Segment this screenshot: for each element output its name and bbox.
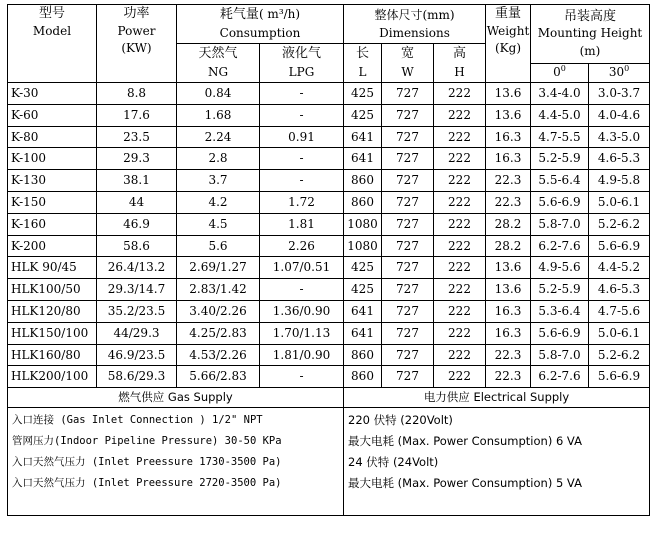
table-row xyxy=(8,83,650,105)
gas-supply-title: 燃气供应 Gas Supply xyxy=(8,388,344,408)
value-cell: - xyxy=(260,104,344,126)
value-cell: - xyxy=(260,366,344,388)
value-cell: 222 xyxy=(434,257,486,279)
value-cell: 727 xyxy=(382,279,434,301)
value-cell: 22.3 xyxy=(486,191,531,213)
gas-line-1: 入口连接 (Gas Inlet Connection ) 1/2" NPT xyxy=(12,414,263,427)
value-cell: 4.53/2.26 xyxy=(177,344,260,366)
value-cell: 16.3 xyxy=(486,300,531,322)
value-cell: 727 xyxy=(382,83,434,105)
value-cell: 222 xyxy=(434,191,486,213)
value-cell: 23.5 xyxy=(97,126,177,148)
value-cell: 5.2-5.9 xyxy=(531,279,589,301)
header-w-en: W xyxy=(382,63,434,83)
value-cell: 58.6/29.3 xyxy=(97,366,177,388)
value-cell: 222 xyxy=(434,344,486,366)
value-cell: 222 xyxy=(434,170,486,192)
value-cell: 4.6-5.3 xyxy=(589,279,650,301)
value-cell: 3.4-4.0 xyxy=(531,83,589,105)
model-cell: K-100 xyxy=(8,148,97,170)
value-cell: 0.84 xyxy=(177,83,260,105)
value-cell: 29.3 xyxy=(97,148,177,170)
value-cell: 222 xyxy=(434,126,486,148)
value-cell: 46.9/23.5 xyxy=(97,344,177,366)
value-cell: - xyxy=(260,279,344,301)
model-cell: HLK150/100 xyxy=(8,322,97,344)
value-cell: 425 xyxy=(344,83,382,105)
value-cell: 727 xyxy=(382,191,434,213)
header-consumption: 耗气量( m³/h) Consumption xyxy=(177,5,344,44)
model-cell: HLK200/100 xyxy=(8,366,97,388)
value-cell: 4.7-5.5 xyxy=(531,126,589,148)
table-row xyxy=(8,170,650,192)
table-row xyxy=(8,322,650,344)
value-cell: 2.26 xyxy=(260,235,344,257)
model-cell: K-60 xyxy=(8,104,97,126)
table-row xyxy=(8,366,650,388)
value-cell: 3.40/2.26 xyxy=(177,300,260,322)
value-cell: 860 xyxy=(344,170,382,192)
elec-line-2: 最大电耗 (Max. Power Consumption) 6 VA xyxy=(348,434,582,449)
value-cell: 425 xyxy=(344,104,382,126)
value-cell: 26.4/13.2 xyxy=(97,257,177,279)
value-cell: 5.2-6.2 xyxy=(589,213,650,235)
value-cell: 641 xyxy=(344,126,382,148)
value-cell: 5.5-6.4 xyxy=(531,170,589,192)
value-cell: 4.7-5.6 xyxy=(589,300,650,322)
value-cell: 28.2 xyxy=(486,213,531,235)
value-cell: 727 xyxy=(382,170,434,192)
header-l-zh: 长 xyxy=(344,44,382,64)
value-cell: 222 xyxy=(434,279,486,301)
value-cell: 425 xyxy=(344,279,382,301)
value-cell: 13.6 xyxy=(486,279,531,301)
value-cell: 4.9-5.6 xyxy=(531,257,589,279)
value-cell: 38.1 xyxy=(97,170,177,192)
value-cell: 3.7 xyxy=(177,170,260,192)
value-cell: 727 xyxy=(382,126,434,148)
value-cell: 5.6-6.9 xyxy=(531,322,589,344)
model-cell: K-200 xyxy=(8,235,97,257)
value-cell: 3.0-3.7 xyxy=(589,83,650,105)
header-ng-en: NG xyxy=(177,63,260,83)
model-cell: HLK160/80 xyxy=(8,344,97,366)
value-cell: 222 xyxy=(434,322,486,344)
value-cell: 4.0-4.6 xyxy=(589,104,650,126)
model-cell: K-160 xyxy=(8,213,97,235)
value-cell: 727 xyxy=(382,322,434,344)
value-cell: 2.24 xyxy=(177,126,260,148)
table-row xyxy=(8,148,650,170)
value-cell: 5.0-6.1 xyxy=(589,191,650,213)
value-cell: 425 xyxy=(344,257,382,279)
value-cell: 1.68 xyxy=(177,104,260,126)
table-row xyxy=(8,104,650,126)
value-cell: 860 xyxy=(344,191,382,213)
value-cell: 4.5 xyxy=(177,213,260,235)
value-cell: 727 xyxy=(382,104,434,126)
table-row xyxy=(8,126,650,148)
value-cell: - xyxy=(260,170,344,192)
value-cell: 4.9-5.8 xyxy=(589,170,650,192)
elec-line-3: 24 伏特 (24Volt) xyxy=(348,455,439,470)
header-dimensions: 整体尺寸(mm) Dimensions xyxy=(344,5,486,44)
table-row xyxy=(8,191,650,213)
value-cell: 5.8-7.0 xyxy=(531,344,589,366)
value-cell: 222 xyxy=(434,300,486,322)
value-cell: 860 xyxy=(344,344,382,366)
value-cell: 5.66/2.83 xyxy=(177,366,260,388)
value-cell: 4.6-5.3 xyxy=(589,148,650,170)
table-row xyxy=(8,279,650,301)
value-cell: 8.8 xyxy=(97,83,177,105)
value-cell: 22.3 xyxy=(486,366,531,388)
value-cell: 13.6 xyxy=(486,83,531,105)
value-cell: 1.07/0.51 xyxy=(260,257,344,279)
model-cell: K-150 xyxy=(8,191,97,213)
value-cell: 13.6 xyxy=(486,104,531,126)
value-cell: 5.0-6.1 xyxy=(589,322,650,344)
value-cell: 641 xyxy=(344,322,382,344)
value-cell: 1.81 xyxy=(260,213,344,235)
value-cell: 0.91 xyxy=(260,126,344,148)
value-cell: 727 xyxy=(382,148,434,170)
value-cell: 2.8 xyxy=(177,148,260,170)
header-w-zh: 宽 xyxy=(382,44,434,64)
model-cell: HLK120/80 xyxy=(8,300,97,322)
value-cell: 44/29.3 xyxy=(97,322,177,344)
value-cell: 5.6-6.9 xyxy=(589,366,650,388)
value-cell: 4.3-5.0 xyxy=(589,126,650,148)
model-cell: K-80 xyxy=(8,126,97,148)
electrical-supply-title: 电力供应 Electrical Supply xyxy=(344,388,650,408)
value-cell: 2.69/1.27 xyxy=(177,257,260,279)
value-cell: 222 xyxy=(434,104,486,126)
value-cell: 16.3 xyxy=(486,126,531,148)
value-cell: - xyxy=(260,148,344,170)
model-cell: HLK 90/45 xyxy=(8,257,97,279)
table-row xyxy=(8,300,650,322)
value-cell: 1080 xyxy=(344,213,382,235)
value-cell: 6.2-7.6 xyxy=(531,235,589,257)
value-cell: 222 xyxy=(434,148,486,170)
value-cell: 4.4-5.2 xyxy=(589,257,650,279)
value-cell: 641 xyxy=(344,148,382,170)
value-cell: 222 xyxy=(434,213,486,235)
value-cell: 16.3 xyxy=(486,148,531,170)
value-cell: 5.6-6.9 xyxy=(589,235,650,257)
spec-table xyxy=(7,4,650,516)
header-angle-30: $30^0$ xyxy=(589,63,650,83)
value-cell: 727 xyxy=(382,300,434,322)
value-cell: 641 xyxy=(344,300,382,322)
value-cell: 727 xyxy=(382,213,434,235)
value-cell: 6.2-7.6 xyxy=(531,366,589,388)
value-cell: 1080 xyxy=(344,235,382,257)
table-row xyxy=(8,213,650,235)
table-row xyxy=(8,235,650,257)
value-cell: 28.2 xyxy=(486,235,531,257)
header-lpg-zh: 液化气 xyxy=(260,44,344,64)
value-cell: 1.70/1.13 xyxy=(260,322,344,344)
gas-supply-details xyxy=(8,408,344,516)
value-cell: 5.3-6.4 xyxy=(531,300,589,322)
gas-line-4: 入口天然气压力 (Inlet Preessure 2720-3500 Pa) xyxy=(12,477,282,490)
value-cell: 4.2 xyxy=(177,191,260,213)
table-row xyxy=(8,257,650,279)
value-cell: 58.6 xyxy=(97,235,177,257)
value-cell: 727 xyxy=(382,257,434,279)
electrical-supply-details xyxy=(344,408,650,516)
value-cell: 2.83/1.42 xyxy=(177,279,260,301)
header-weight: 重量 Weight (Kg) xyxy=(486,5,531,83)
value-cell: 5.6-6.9 xyxy=(531,191,589,213)
value-cell: 13.6 xyxy=(486,257,531,279)
header-lpg-en: LPG xyxy=(260,63,344,83)
header-ng-zh: 天然气 xyxy=(177,44,260,64)
value-cell: 22.3 xyxy=(486,170,531,192)
value-cell: 5.2-6.2 xyxy=(589,344,650,366)
gas-line-3: 入口天然气压力 (Inlet Preessure 1730-3500 Pa) xyxy=(12,456,282,469)
value-cell: 5.8-7.0 xyxy=(531,213,589,235)
value-cell: 727 xyxy=(382,366,434,388)
value-cell: 5.2-5.9 xyxy=(531,148,589,170)
value-cell: 727 xyxy=(382,235,434,257)
elec-line-4: 最大电耗 (Max. Power Consumption) 5 VA xyxy=(348,476,582,491)
header-l-en: L xyxy=(344,63,382,83)
value-cell: 5.6 xyxy=(177,235,260,257)
value-cell: 860 xyxy=(344,366,382,388)
value-cell: 29.3/14.7 xyxy=(97,279,177,301)
value-cell: 35.2/23.5 xyxy=(97,300,177,322)
value-cell: - xyxy=(260,83,344,105)
header-power: 功率 Power (KW) xyxy=(97,5,177,83)
model-cell: K-130 xyxy=(8,170,97,192)
elec-line-1: 220 伏特 (220Volt) xyxy=(348,413,453,428)
value-cell: 16.3 xyxy=(486,322,531,344)
value-cell: 222 xyxy=(434,235,486,257)
value-cell: 22.3 xyxy=(486,344,531,366)
gas-line-2: 管网压力(Indoor Pipeline Pressure) 30-50 KPa xyxy=(12,435,282,448)
header-angle-0: $0^0$ xyxy=(531,63,589,83)
model-cell: HLK100/50 xyxy=(8,279,97,301)
value-cell: 222 xyxy=(434,83,486,105)
value-cell: 222 xyxy=(434,366,486,388)
value-cell: 727 xyxy=(382,344,434,366)
value-cell: 1.81/0.90 xyxy=(260,344,344,366)
header-model: 型号 Model xyxy=(8,5,97,83)
table-row xyxy=(8,344,650,366)
value-cell: 1.72 xyxy=(260,191,344,213)
value-cell: 4.25/2.83 xyxy=(177,322,260,344)
header-h-zh: 高 xyxy=(434,44,486,64)
header-h-en: H xyxy=(434,63,486,83)
value-cell: 1.36/0.90 xyxy=(260,300,344,322)
header-mounting-height: 吊装高度 Mounting Height (m) xyxy=(531,5,650,64)
value-cell: 44 xyxy=(97,191,177,213)
value-cell: 4.4-5.0 xyxy=(531,104,589,126)
value-cell: 46.9 xyxy=(97,213,177,235)
value-cell: 17.6 xyxy=(97,104,177,126)
model-cell: K-30 xyxy=(8,83,97,105)
